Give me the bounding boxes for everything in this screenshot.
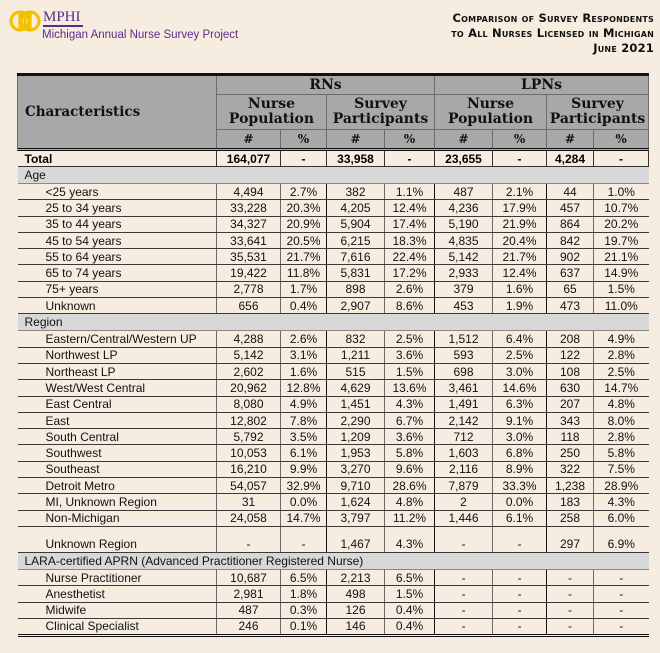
- cell: 902: [547, 249, 594, 265]
- cell: -: [435, 569, 493, 585]
- cell: 4,284: [547, 150, 594, 167]
- section-title: LARA-certified APRN (Advanced Practitioner Registered Nurse): [18, 552, 649, 569]
- cell: 16,210: [217, 461, 281, 477]
- table-row: [18, 602, 649, 618]
- cell: 2.1%: [493, 184, 547, 200]
- unit-header: #: [217, 130, 281, 150]
- cell: 1.9%: [493, 298, 547, 314]
- unit-header: #: [327, 130, 385, 150]
- cell: 23,655: [435, 150, 493, 167]
- cell: 6.1%: [281, 445, 327, 461]
- row-label: Nurse Practitioner: [18, 569, 217, 585]
- title-line-2: to All Nurses Licensed in Michigan: [451, 26, 654, 40]
- cell: 5,190: [435, 216, 493, 232]
- cell: 7.5%: [594, 461, 649, 477]
- cell: 2,116: [435, 461, 493, 477]
- cell: 12.4%: [385, 200, 435, 216]
- cell: 1.5%: [594, 281, 649, 297]
- cell: 1,953: [327, 445, 385, 461]
- cell: -: [435, 586, 493, 602]
- table-row: [18, 586, 649, 602]
- cell: 1.6%: [493, 281, 547, 297]
- cell: 6.5%: [385, 569, 435, 585]
- subgroup-lpn-survey-participants: Survey Participants: [547, 95, 649, 130]
- row-label: Non-Michigan: [18, 510, 217, 526]
- cell: 8.6%: [385, 298, 435, 314]
- cell: 9.1%: [493, 412, 547, 428]
- table-row: [18, 216, 649, 232]
- cell: 487: [217, 602, 281, 618]
- table-row: [18, 526, 649, 552]
- table-row: [18, 347, 649, 363]
- row-label: MI, Unknown Region: [18, 494, 217, 510]
- cell: 2,981: [217, 586, 281, 602]
- cell: 1,467: [327, 526, 385, 552]
- cell: 3.6%: [385, 347, 435, 363]
- cell: 11.0%: [594, 298, 649, 314]
- cell: -: [547, 602, 594, 618]
- cell: -: [493, 586, 547, 602]
- cell: -: [547, 618, 594, 635]
- cell: 4.3%: [594, 494, 649, 510]
- cell: 3.0%: [493, 363, 547, 379]
- cell: 3.0%: [493, 429, 547, 445]
- section-title: Region: [18, 314, 649, 331]
- table-row: [18, 249, 649, 265]
- cell: 4.9%: [594, 331, 649, 347]
- cell: 473: [547, 298, 594, 314]
- cell: 0.3%: [281, 602, 327, 618]
- cell: 4,629: [327, 380, 385, 396]
- cell: -: [385, 150, 435, 167]
- cell: 12.8%: [281, 380, 327, 396]
- cell: 1,211: [327, 347, 385, 363]
- cell: 6.3%: [493, 396, 547, 412]
- cell: 33,228: [217, 200, 281, 216]
- cell: 20.5%: [281, 232, 327, 248]
- row-label: 55 to 64 years: [18, 249, 217, 265]
- table-row: [18, 429, 649, 445]
- cell: 34,327: [217, 216, 281, 232]
- cell: 3.1%: [281, 347, 327, 363]
- cell: 382: [327, 184, 385, 200]
- unit-header: %: [594, 130, 649, 150]
- cell: -: [493, 602, 547, 618]
- cell: 1.7%: [281, 281, 327, 297]
- cell: 1.6%: [281, 363, 327, 379]
- cell: 4,236: [435, 200, 493, 216]
- cell: 0.4%: [385, 618, 435, 635]
- cell: 24,058: [217, 510, 281, 526]
- cell: 1.8%: [281, 586, 327, 602]
- unit-header: %: [281, 130, 327, 150]
- cell: 0.0%: [493, 494, 547, 510]
- cell: 207: [547, 396, 594, 412]
- cell: 5,142: [217, 347, 281, 363]
- cell: 2,778: [217, 281, 281, 297]
- table-row: [18, 380, 649, 396]
- cell: -: [435, 618, 493, 635]
- cell: 498: [327, 586, 385, 602]
- cell: 1.0%: [594, 184, 649, 200]
- table-row: [18, 461, 649, 477]
- cell: 6.1%: [493, 510, 547, 526]
- row-label: 65 to 74 years: [18, 265, 217, 281]
- cell: 19.7%: [594, 232, 649, 248]
- cell: 21.7%: [493, 249, 547, 265]
- table-row: [18, 232, 649, 248]
- cell: 65: [547, 281, 594, 297]
- cell: 6.8%: [493, 445, 547, 461]
- cell: 183: [547, 494, 594, 510]
- cell: 6.5%: [281, 569, 327, 585]
- table-row: [18, 510, 649, 526]
- cell: 11.8%: [281, 265, 327, 281]
- cell: -: [594, 618, 649, 635]
- table-row: [18, 184, 649, 200]
- cell: 108: [547, 363, 594, 379]
- cell: 7.8%: [281, 412, 327, 428]
- row-label: Detroit Metro: [18, 478, 217, 494]
- row-label: <25 years: [18, 184, 217, 200]
- cell: 5.8%: [385, 445, 435, 461]
- table-row: [18, 569, 649, 585]
- cell: 8.9%: [493, 461, 547, 477]
- cell: 32.9%: [281, 478, 327, 494]
- row-label: Clinical Specialist: [18, 618, 217, 635]
- section-title: Age: [18, 167, 649, 184]
- cell: 10.7%: [594, 200, 649, 216]
- cell: 2.8%: [594, 347, 649, 363]
- cell: 1,238: [547, 478, 594, 494]
- cell: 20,962: [217, 380, 281, 396]
- cell: 1,446: [435, 510, 493, 526]
- cell: 4,205: [327, 200, 385, 216]
- cell: 4.8%: [385, 494, 435, 510]
- cell: 4,835: [435, 232, 493, 248]
- cell: 2.8%: [594, 429, 649, 445]
- cell: 118: [547, 429, 594, 445]
- cell: 11.2%: [385, 510, 435, 526]
- row-label: East: [18, 412, 217, 428]
- cell: 28.9%: [594, 478, 649, 494]
- cell: -: [435, 602, 493, 618]
- cell: 593: [435, 347, 493, 363]
- unit-header: %: [493, 130, 547, 150]
- table-body: [18, 150, 649, 636]
- cell: 31: [217, 494, 281, 510]
- unit-header: #: [547, 130, 594, 150]
- cell: 630: [547, 380, 594, 396]
- subgroup-lpn-nurse-population: Nurse Population: [435, 95, 547, 130]
- cell: 4.3%: [385, 526, 435, 552]
- table-row: [18, 281, 649, 297]
- row-label: East Central: [18, 396, 217, 412]
- cell: 18.3%: [385, 232, 435, 248]
- cell: 1,209: [327, 429, 385, 445]
- cell: 322: [547, 461, 594, 477]
- cell: 21.7%: [281, 249, 327, 265]
- table-row: [18, 445, 649, 461]
- cell: 0.0%: [281, 494, 327, 510]
- row-label: Eastern/Central/Western UP: [18, 331, 217, 347]
- cell: 164,077: [217, 150, 281, 167]
- row-label: West/West Central: [18, 380, 217, 396]
- cell: 5,831: [327, 265, 385, 281]
- cell: -: [493, 526, 547, 552]
- cell: -: [493, 618, 547, 635]
- cell: 2.6%: [385, 281, 435, 297]
- unit-header: #: [435, 130, 493, 150]
- cell: 6,215: [327, 232, 385, 248]
- row-label: Midwife: [18, 602, 217, 618]
- cell: 698: [435, 363, 493, 379]
- table-row: [18, 265, 649, 281]
- subgroup-rn-nurse-population: Nurse Population: [217, 95, 327, 130]
- cell: 3.6%: [385, 429, 435, 445]
- cell: 8,080: [217, 396, 281, 412]
- cell: 22.4%: [385, 249, 435, 265]
- cell: 28.6%: [385, 478, 435, 494]
- row-label: Unknown: [18, 298, 217, 314]
- cell: 1,603: [435, 445, 493, 461]
- row-label: 35 to 44 years: [18, 216, 217, 232]
- cell: 54,057: [217, 478, 281, 494]
- row-label: Anesthetist: [18, 586, 217, 602]
- cell: 4.3%: [385, 396, 435, 412]
- total-row: [18, 150, 649, 167]
- cell: 0.1%: [281, 618, 327, 635]
- cell: 250: [547, 445, 594, 461]
- cell: 20.9%: [281, 216, 327, 232]
- cell: 21.9%: [493, 216, 547, 232]
- cell: 6.0%: [594, 510, 649, 526]
- table-row: [18, 298, 649, 314]
- cell: 2.6%: [281, 331, 327, 347]
- page-title: [451, 11, 654, 56]
- characteristics-header: Characteristics: [18, 75, 217, 150]
- cell: -: [435, 526, 493, 552]
- cell: 33,641: [217, 232, 281, 248]
- brand-subtitle: Michigan Annual Nurse Survey Project: [42, 29, 239, 41]
- table-row: [18, 412, 649, 428]
- cell: 1.5%: [385, 586, 435, 602]
- cell: -: [594, 569, 649, 585]
- cell: 1,624: [327, 494, 385, 510]
- cell: -: [217, 526, 281, 552]
- cell: 0.4%: [385, 602, 435, 618]
- cell: 14.6%: [493, 380, 547, 396]
- cell: 457: [547, 200, 594, 216]
- cell: -: [594, 586, 649, 602]
- cell: 1,512: [435, 331, 493, 347]
- cell: 5,142: [435, 249, 493, 265]
- cell: 258: [547, 510, 594, 526]
- cell: 3,797: [327, 510, 385, 526]
- cell: 44: [547, 184, 594, 200]
- cell: 17.4%: [385, 216, 435, 232]
- cell: 3,461: [435, 380, 493, 396]
- section-header-row: [18, 167, 649, 184]
- cell: 10,687: [217, 569, 281, 585]
- cell: 864: [547, 216, 594, 232]
- cell: -: [493, 569, 547, 585]
- row-label: Southeast: [18, 461, 217, 477]
- table-row: [18, 478, 649, 494]
- cell: 2: [435, 494, 493, 510]
- table-row: [18, 618, 649, 635]
- cell: 21.1%: [594, 249, 649, 265]
- cell: 6.9%: [594, 526, 649, 552]
- table-row: [18, 331, 649, 347]
- cell: 6.7%: [385, 412, 435, 428]
- cell: 832: [327, 331, 385, 347]
- title-line-3: June 2021: [593, 41, 654, 55]
- cell: 10,053: [217, 445, 281, 461]
- row-label: 45 to 54 years: [18, 232, 217, 248]
- section-header-row: [18, 314, 649, 331]
- cell: 17.2%: [385, 265, 435, 281]
- comparison-table: [17, 73, 649, 637]
- cell: 126: [327, 602, 385, 618]
- cell: -: [594, 150, 649, 167]
- cell: 2,213: [327, 569, 385, 585]
- cell: 2.5%: [493, 347, 547, 363]
- cell: 842: [547, 232, 594, 248]
- cell: 5.8%: [594, 445, 649, 461]
- cell: 2,907: [327, 298, 385, 314]
- cell: -: [281, 150, 327, 167]
- cell: 14.7%: [281, 510, 327, 526]
- group-header-lpns: LPNs: [435, 75, 649, 95]
- row-label: Northwest LP: [18, 347, 217, 363]
- cell: 1,491: [435, 396, 493, 412]
- cell: 20.2%: [594, 216, 649, 232]
- cell: -: [281, 526, 327, 552]
- cell: 2.5%: [385, 331, 435, 347]
- subgroup-rn-survey-participants: Survey Participants: [327, 95, 435, 130]
- cell: 4.9%: [281, 396, 327, 412]
- cell: 5,792: [217, 429, 281, 445]
- cell: 1.5%: [385, 363, 435, 379]
- cell: 12,802: [217, 412, 281, 428]
- cell: 343: [547, 412, 594, 428]
- row-label: 75+ years: [18, 281, 217, 297]
- row-label: 25 to 34 years: [18, 200, 217, 216]
- cell: 297: [547, 526, 594, 552]
- table-row: [18, 363, 649, 379]
- cell: 2,290: [327, 412, 385, 428]
- cell: 712: [435, 429, 493, 445]
- cell: 122: [547, 347, 594, 363]
- cell: 2.5%: [594, 363, 649, 379]
- cell: 4,288: [217, 331, 281, 347]
- unit-header: %: [385, 130, 435, 150]
- cell: 146: [327, 618, 385, 635]
- section-header-row: [18, 552, 649, 569]
- cell: 637: [547, 265, 594, 281]
- cell: 0.4%: [281, 298, 327, 314]
- table-row: [18, 396, 649, 412]
- cell: 2.7%: [281, 184, 327, 200]
- cell: 20.3%: [281, 200, 327, 216]
- cell: 14.9%: [594, 265, 649, 281]
- cell: 7,616: [327, 249, 385, 265]
- cell: 20.4%: [493, 232, 547, 248]
- cell: 379: [435, 281, 493, 297]
- cell: 6.4%: [493, 331, 547, 347]
- cell: 12.4%: [493, 265, 547, 281]
- cell: 9.6%: [385, 461, 435, 477]
- cell: 33.3%: [493, 478, 547, 494]
- cell: 3,270: [327, 461, 385, 477]
- cell: 2,602: [217, 363, 281, 379]
- cell: 13.6%: [385, 380, 435, 396]
- cell: 898: [327, 281, 385, 297]
- cell: -: [594, 602, 649, 618]
- cell: 2,933: [435, 265, 493, 281]
- cell: 19,422: [217, 265, 281, 281]
- cell: 208: [547, 331, 594, 347]
- cell: 487: [435, 184, 493, 200]
- row-label: Total: [18, 150, 217, 167]
- row-label: South Central: [18, 429, 217, 445]
- cell: 246: [217, 618, 281, 635]
- group-header-rns: RNs: [217, 75, 435, 95]
- table-row: [18, 494, 649, 510]
- row-label: Southwest: [18, 445, 217, 461]
- cell: 4,494: [217, 184, 281, 200]
- cell: 9,710: [327, 478, 385, 494]
- table-row: [18, 200, 649, 216]
- cell: 453: [435, 298, 493, 314]
- cell: 5,904: [327, 216, 385, 232]
- cell: 33,958: [327, 150, 385, 167]
- cell: 3.5%: [281, 429, 327, 445]
- cell: 656: [217, 298, 281, 314]
- cell: 1,451: [327, 396, 385, 412]
- row-label: Northeast LP: [18, 363, 217, 379]
- cell: -: [493, 150, 547, 167]
- cell: 8.0%: [594, 412, 649, 428]
- cell: 7,879: [435, 478, 493, 494]
- title-line-1: Comparison of Survey Respondents: [452, 11, 654, 25]
- cell: 4.8%: [594, 396, 649, 412]
- cell: 9.9%: [281, 461, 327, 477]
- cell: 2,142: [435, 412, 493, 428]
- cell: -: [547, 569, 594, 585]
- cell: 14.7%: [594, 380, 649, 396]
- cell: -: [547, 586, 594, 602]
- brand-name: MPHI: [43, 9, 81, 25]
- row-label: Unknown Region: [18, 526, 217, 552]
- cell: 1.1%: [385, 184, 435, 200]
- cell: 515: [327, 363, 385, 379]
- cell: 17.9%: [493, 200, 547, 216]
- cell: 35,531: [217, 249, 281, 265]
